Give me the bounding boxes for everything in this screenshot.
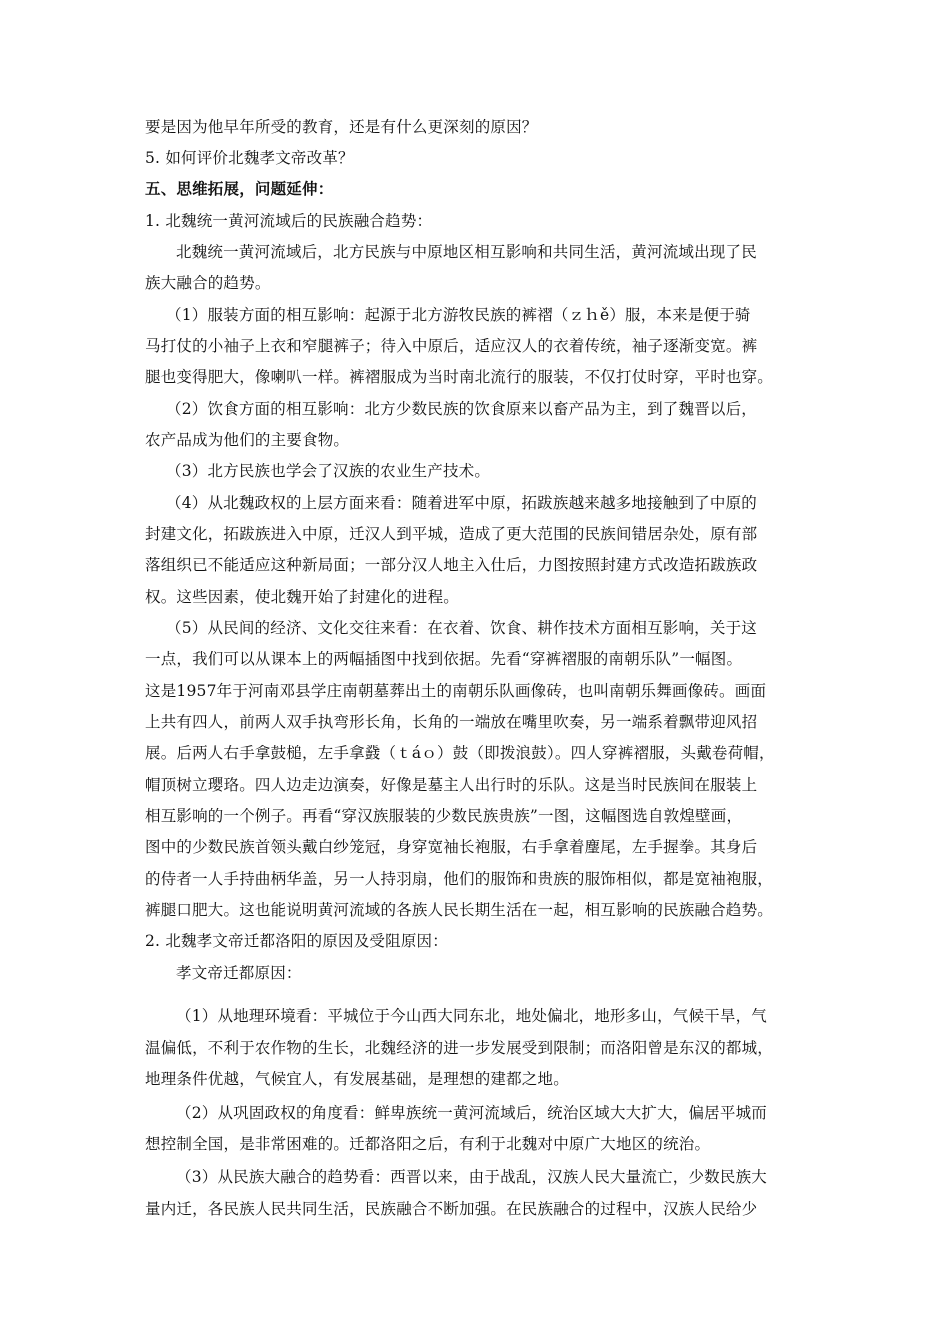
section-heading: 五、思维拓展，问题延伸： bbox=[145, 180, 334, 198]
text-line: （1）服装方面的相互影响：起源于北方游牧民族的裤褶（ｚｈě）服，本来是便于骑 bbox=[166, 306, 751, 324]
text-line: 族大融合的趋势。 bbox=[145, 274, 271, 292]
text-line: 马打仗的小袖子上衣和窄腿裤子；待入中原后，适应汉人的衣着传统，袖子逐渐变宽。裤 bbox=[145, 337, 758, 355]
text-line: 的侍者一人手持曲柄华盖，另一人持羽扇，他们的服饰和贵族的服饰相似，都是宽袖袍服， bbox=[145, 870, 774, 888]
text-line: 腿也变得肥大，像喇叭一样。裤褶服成为当时南北流行的服装，不仅打仗时穿，平时也穿。 bbox=[145, 368, 774, 386]
text-line: 帽顶树立璎珞。四人边走边演奏，好像是墓主人出行时的乐队。这是当时民族间在服装上 bbox=[145, 776, 758, 794]
text-line: 上共有四人，前两人双手执弯形长角，长角的一端放在嘴里吹奏，另一端系着飘带迎风招 bbox=[145, 713, 758, 731]
text-line: （4）从北魏政权的上层方面来看：随着进军中原，拓跋族越来越多地接触到了中原的 bbox=[166, 494, 757, 512]
text-line: （3）从民族大融合的趋势看：西晋以来，由于战乱，汉族人民大量流亡，少数民族大 bbox=[176, 1168, 767, 1186]
text-line: （3）北方民族也学会了汉族的农业生产技术。 bbox=[166, 462, 491, 480]
text-line: 量内迁，各民族人民共同生活，民族融合不断加强。在民族融合的过程中，汉族人民给少 bbox=[145, 1200, 758, 1218]
text-line: 孝文帝迁都原因： bbox=[176, 964, 302, 982]
text-line: 图中的少数民族首领头戴白纱笼冠，身穿宽袖长袍服，右手拿着麈尾，左手握拳。其身后 bbox=[145, 838, 758, 856]
subheading-2: 2. 北魏孝文帝迁都洛阳的原因及受阻原因： bbox=[145, 932, 448, 950]
text-line: （1）从地理环境看：平城位于今山西大同东北，地处偏北，地形多山，气候干旱，气 bbox=[176, 1007, 767, 1025]
text-line: （5）从民间的经济、文化交往来看：在衣着、饮食、耕作技术方面相互影响，关于这 bbox=[166, 619, 757, 637]
text-line: 封建文化，拓跋族进入中原，迁汉人到平城，造成了更大范围的民族间错居杂处，原有部 bbox=[145, 525, 758, 543]
text-line: 温偏低，不利于农作物的生长，北魏经济的进一步发展受到限制；而洛阳曾是东汉的都城， bbox=[145, 1039, 774, 1057]
text-line: 想控制全国，是非常困难的。迁都洛阳之后，有利于北魏对中原广大地区的统治。 bbox=[145, 1135, 711, 1153]
text-line: 相互影响的一个例子。再看“穿汉族服装的少数民族贵族”一图，这幅图选自敦煌壁画， bbox=[145, 807, 743, 825]
text-line: 一点，我们可以从课本上的两幅插图中找到依据。先看“穿裤褶服的南朝乐队”一幅图。 bbox=[145, 650, 743, 668]
text-line: 展。后两人右手拿鼓槌，左手拿鼗（ｔáｏ）鼓（即拨浪鼓）。四人穿裤褶服，头戴卷荷帽， bbox=[145, 744, 775, 762]
text-line: 这是1957年于河南邓县学庄南朝墓葬出土的南朝乐队画像砖，也叫南朝乐舞画像砖。画面 bbox=[145, 682, 767, 700]
text-line: 农产品成为他们的主要食物。 bbox=[145, 431, 350, 449]
text-line: 落组织已不能适应这种新局面；一部分汉人地主入仕后，力图按照封建方式改造拓跋族政 bbox=[145, 556, 758, 574]
text-line: 北魏统一黄河流域后，北方民族与中原地区相互影响和共同生活，黄河流域出现了民 bbox=[176, 243, 757, 261]
text-line: 地理条件优越，气候宜人，有发展基础，是理想的建都之地。 bbox=[145, 1070, 569, 1088]
text-line: （2）饮食方面的相互影响：北方少数民族的饮食原来以畜产品为主，到了魏晋以后， bbox=[166, 400, 757, 418]
text-line: 裤腿口肥大。这也能说明黄河流域的各族人民长期生活在一起，相互影响的民族融合趋势。 bbox=[145, 901, 774, 919]
question-5: 5. 如何评价北魏孝文帝改革？ bbox=[145, 149, 354, 167]
text-line: 要是因为他早年所受的教育，还是有什么更深刻的原因？ bbox=[145, 118, 538, 136]
text-line: 权。这些因素，使北魏开始了封建化的进程。 bbox=[145, 588, 460, 606]
text-line: （2）从巩固政权的角度看：鲜卑族统一黄河流域后，统治区域大大扩大，偏居平城而 bbox=[176, 1104, 767, 1122]
subheading-1: 1. 北魏统一黄河流域后的民族融合趋势： bbox=[145, 212, 433, 230]
